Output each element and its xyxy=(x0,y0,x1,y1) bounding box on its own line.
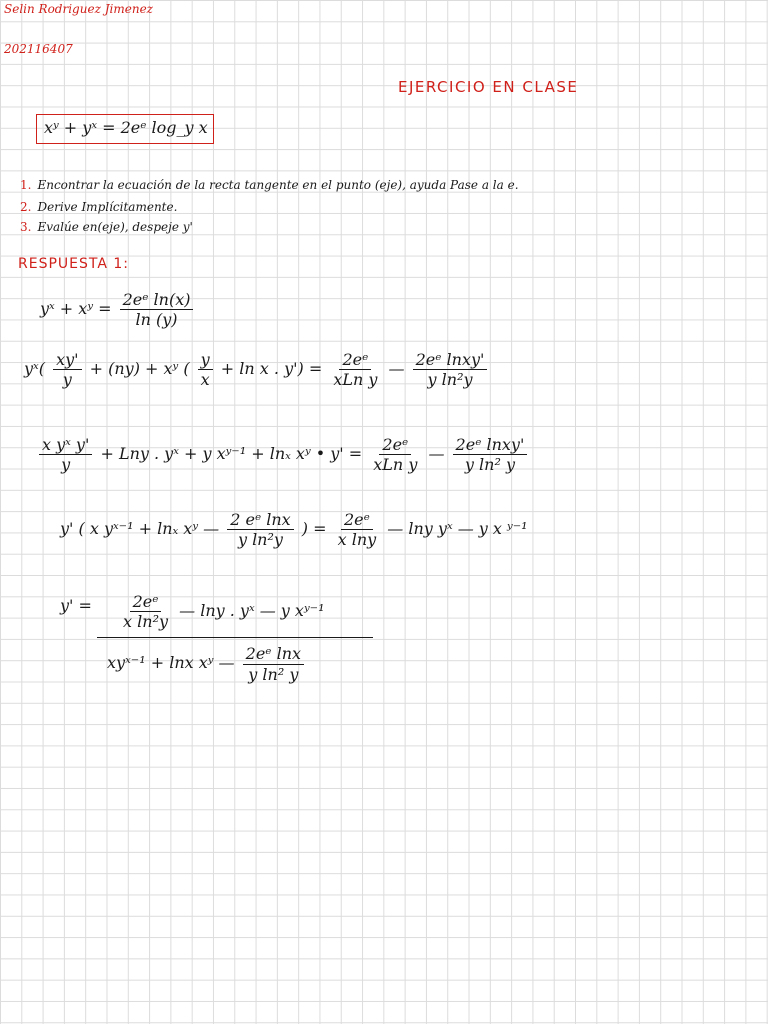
fraction-denominator: y ln²y xyxy=(237,530,283,550)
step-4-fraction-b xyxy=(335,510,380,549)
step-2-part-b: + (ny) + xʸ ( xyxy=(89,359,190,379)
step-5-lhs: y' = xyxy=(60,596,92,615)
step-1-lhs: yˣ + xʸ = xyxy=(40,299,112,319)
step-2-part-c: + ln x . y') = xyxy=(220,359,323,379)
big-fraction-denominator xyxy=(97,638,307,683)
fraction-denominator: y xyxy=(62,370,72,390)
page-heading: EJERCICIO EN CLASE xyxy=(398,78,579,96)
fraction-numerator: y xyxy=(198,350,213,370)
step-1 xyxy=(40,290,196,329)
step-2-part-a: yˣ( xyxy=(24,359,45,379)
fraction-denominator: xLn y xyxy=(373,455,418,475)
fraction-numerator: 2eᵉ xyxy=(339,350,371,370)
step-4-fraction-a xyxy=(227,510,293,549)
fraction-denominator: xLn y xyxy=(333,370,378,390)
task-text: Encontrar la ecuación de la recta tangente en el punto (eje), ayuda Pase a la e. xyxy=(37,178,519,192)
step-2-fraction-c xyxy=(330,350,380,389)
student-name: Selin Rodriguez Jimenez xyxy=(4,2,153,16)
task-item-2 xyxy=(20,200,177,214)
step-2-fraction-a xyxy=(53,350,81,389)
fraction-numerator: 2 eᵉ lnx xyxy=(227,510,293,530)
main-equation: xʸ + yˣ = 2eᵉ log_y x xyxy=(44,118,208,137)
step-2 xyxy=(24,350,490,389)
fraction-denominator: y ln²y xyxy=(427,370,473,390)
step-4-part-b: ) = xyxy=(301,519,327,539)
minus-sign: — xyxy=(388,359,405,379)
step-5-top-fraction xyxy=(120,592,171,631)
step-5-bottom: xyˣ⁻¹ + lnx xʸ — xyxy=(107,653,235,673)
step-1-fraction xyxy=(120,290,194,329)
fraction-denominator: y ln² y xyxy=(248,664,299,684)
fraction-denominator: x lny xyxy=(337,530,377,550)
minus-sign: — xyxy=(428,444,445,464)
step-4-part-c: — lny yˣ — y x ʸ⁻¹ xyxy=(387,519,528,539)
student-id: 202116407 xyxy=(4,42,73,56)
step-4 xyxy=(60,510,528,549)
step-3-fraction-b xyxy=(370,435,420,474)
fraction-denominator: x xyxy=(200,370,210,390)
step-5 xyxy=(60,592,373,684)
step-5-bottom-fraction xyxy=(243,644,304,683)
fraction-numerator: 2eᵉ lnxy' xyxy=(413,350,488,370)
step-3 xyxy=(36,435,530,474)
step-4-part-a: y' ( x yˣ⁻¹ + lnₓ xʸ — xyxy=(60,519,220,539)
big-fraction-numerator xyxy=(97,592,373,638)
step-2-fraction-d xyxy=(413,350,488,389)
task-text: Derive Implícitamente. xyxy=(37,200,178,214)
fraction-numerator: xy' xyxy=(53,350,81,370)
task-number: 3. xyxy=(20,220,32,234)
answer-label: RESPUESTA 1: xyxy=(18,256,129,272)
fraction-numerator: 2eᵉ ln(x) xyxy=(120,290,194,310)
step-5-big-fraction xyxy=(97,592,373,684)
task-item-1 xyxy=(20,178,519,192)
step-3-fraction-c xyxy=(453,435,528,474)
fraction-denominator: y xyxy=(61,455,71,475)
fraction-numerator: 2eᵉ lnx xyxy=(243,644,304,664)
fraction-denominator: ln (y) xyxy=(135,310,178,330)
task-number: 1. xyxy=(20,178,32,192)
step-3-fraction-a xyxy=(39,435,92,474)
fraction-denominator: y ln² y xyxy=(464,455,515,475)
fraction-denominator: x ln²y xyxy=(123,612,169,632)
fraction-numerator: 2eᵉ lnxy' xyxy=(453,435,528,455)
fraction-numerator: 2eᵉ xyxy=(130,592,162,612)
fraction-numerator: x yˣ y' xyxy=(39,435,92,455)
step-2-fraction-b xyxy=(198,350,213,389)
fraction-numerator: 2eᵉ xyxy=(379,435,411,455)
task-text: Evalúe en(eje), despeje y' xyxy=(37,220,193,234)
fraction-numerator: 2eᵉ xyxy=(341,510,373,530)
step-5-top-rest: — lny . yˣ — y xʸ⁻¹ xyxy=(179,601,325,621)
task-number: 2. xyxy=(20,200,32,214)
task-item-3 xyxy=(20,220,193,234)
step-3-middle: + Lny . yˣ + y xʸ⁻¹ + lnₓ xʸ • y' = xyxy=(100,444,363,464)
